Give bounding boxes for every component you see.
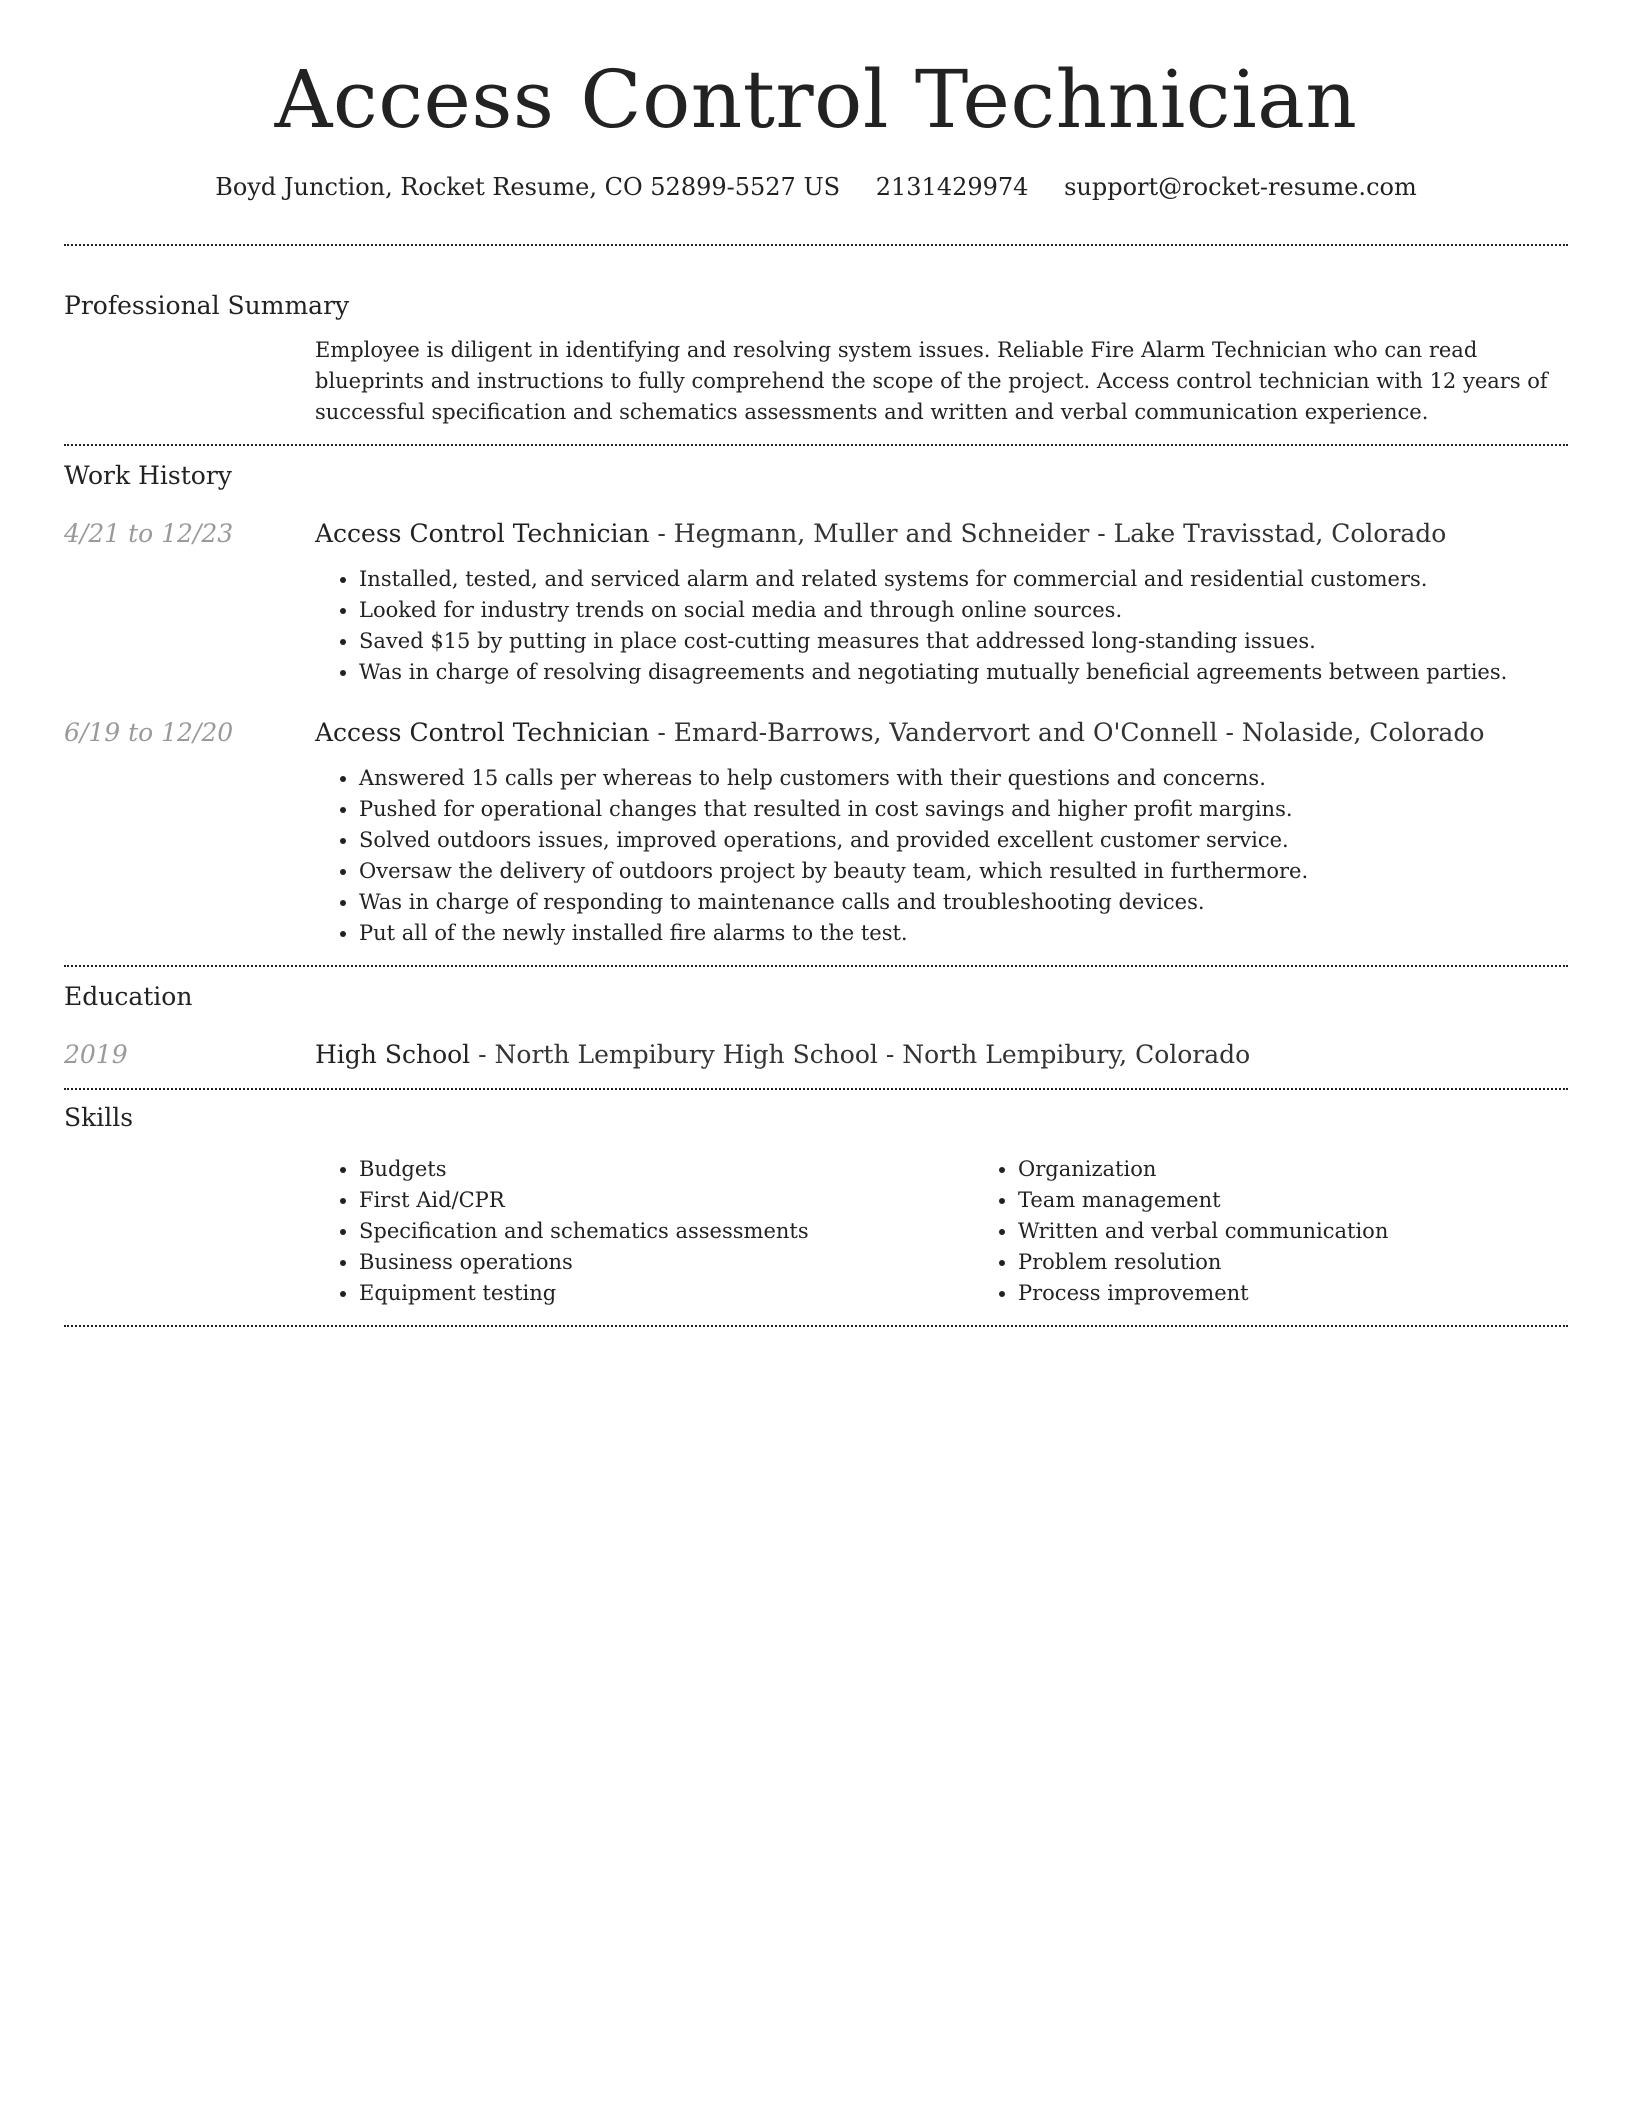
- job-bullets: [315, 564, 1568, 688]
- job-role: Access Control Technician: [315, 519, 650, 548]
- skill-item: • Equipment testing: [359, 1278, 974, 1309]
- list-item: • Looked for industry trends on social media and through online sources.: [359, 595, 1568, 626]
- skill-item: • Written and verbal communication: [1018, 1216, 1632, 1247]
- skill-item: • Problem resolution: [1018, 1247, 1632, 1278]
- skill-item: • First Aid/CPR: [359, 1185, 974, 1216]
- education-section: [64, 980, 1568, 1072]
- list-item: • Put all of the newly installed fire alarms to the test.: [359, 918, 1568, 949]
- job-details: - Emard-Barrows, Vandervort and O'Connell - Nolaside, Colorado: [649, 718, 1485, 747]
- resume-name: Access Control Technician: [274, 53, 1358, 146]
- skill-item: • Team management: [1018, 1185, 1632, 1216]
- contact-address: Boyd Junction, Rocket Resume, CO 52899-5527 US: [215, 173, 841, 201]
- work-history-heading: Work History: [64, 461, 232, 490]
- list-item: • Saved $15 by putting in place cost-cutting measures that addressed long-standing issues.: [359, 626, 1568, 657]
- list-item: • Answered 15 calls per whereas to help customers with their questions and concerns.: [359, 763, 1568, 794]
- summary-section: [64, 289, 1568, 428]
- job-dates: 6/19 to 12/20: [64, 718, 234, 747]
- work-history-section: [64, 459, 1568, 949]
- section-divider: [64, 1325, 1568, 1327]
- section-divider: [64, 1088, 1568, 1090]
- education-degree: High School: [315, 1040, 471, 1069]
- skill-item: • Specification and schematics assessments: [359, 1216, 974, 1247]
- summary-heading: Professional Summary: [64, 291, 350, 320]
- job-role: Access Control Technician: [315, 718, 650, 747]
- skills-section: [64, 1101, 1568, 1309]
- skills-list-left: [315, 1154, 974, 1309]
- skill-item: • Budgets: [359, 1154, 974, 1185]
- job-entry: [64, 716, 1568, 949]
- job-title: [315, 716, 1568, 750]
- contact-email: support@rocket-resume.com: [1064, 173, 1417, 201]
- contact-line: [64, 170, 1568, 204]
- list-item: • Was in charge of resolving disagreements and negotiating mutually beneficial agreements between parties.: [359, 657, 1568, 688]
- list-item: • Oversaw the delivery of outdoors project by beauty team, which resulted in furthermore.: [359, 856, 1568, 887]
- section-divider: [64, 444, 1568, 446]
- list-item: • Solved outdoors issues, improved operations, and provided excellent customer service.: [359, 825, 1568, 856]
- contact-phone: 2131429974: [875, 173, 1029, 201]
- skill-item: • Business operations: [359, 1247, 974, 1278]
- resume-page: [64, 0, 1568, 1327]
- job-bullets: [315, 763, 1568, 949]
- list-item: • Pushed for operational changes that resulted in cost savings and higher profit margins.: [359, 794, 1568, 825]
- skill-item: • Process improvement: [1018, 1278, 1632, 1309]
- education-year: 2019: [64, 1040, 128, 1069]
- education-details: - North Lempibury High School - North Lempibury, Colorado: [470, 1040, 1251, 1069]
- job-details: - Hegmann, Muller and Schneider - Lake Travisstad, Colorado: [649, 519, 1447, 548]
- skills-list-right: [974, 1154, 1632, 1309]
- section-divider: [64, 965, 1568, 967]
- education-heading: Education: [64, 982, 193, 1011]
- job-entry: [64, 517, 1568, 688]
- job-dates: 4/21 to 12/23: [64, 519, 234, 548]
- job-title: [315, 517, 1568, 551]
- skill-item: • Organization: [1018, 1154, 1632, 1185]
- education-entry: [64, 1038, 1568, 1072]
- skills-heading: Skills: [64, 1103, 134, 1132]
- section-divider: [64, 244, 1568, 246]
- summary-text: Employee is diligent in identifying and resolving system issues. Reliable Fire Alarm Technician who can read blueprints and instructions to fully comprehend the scope of the project. Access control technician with 12 years of successful specification and schematics assessments and written and verbal communication experience.: [315, 338, 1548, 424]
- list-item: • Installed, tested, and serviced alarm and related systems for commercial and residential customers.: [359, 564, 1568, 595]
- education-title: [315, 1038, 1568, 1072]
- list-item: • Was in charge of responding to maintenance calls and troubleshooting devices.: [359, 887, 1568, 918]
